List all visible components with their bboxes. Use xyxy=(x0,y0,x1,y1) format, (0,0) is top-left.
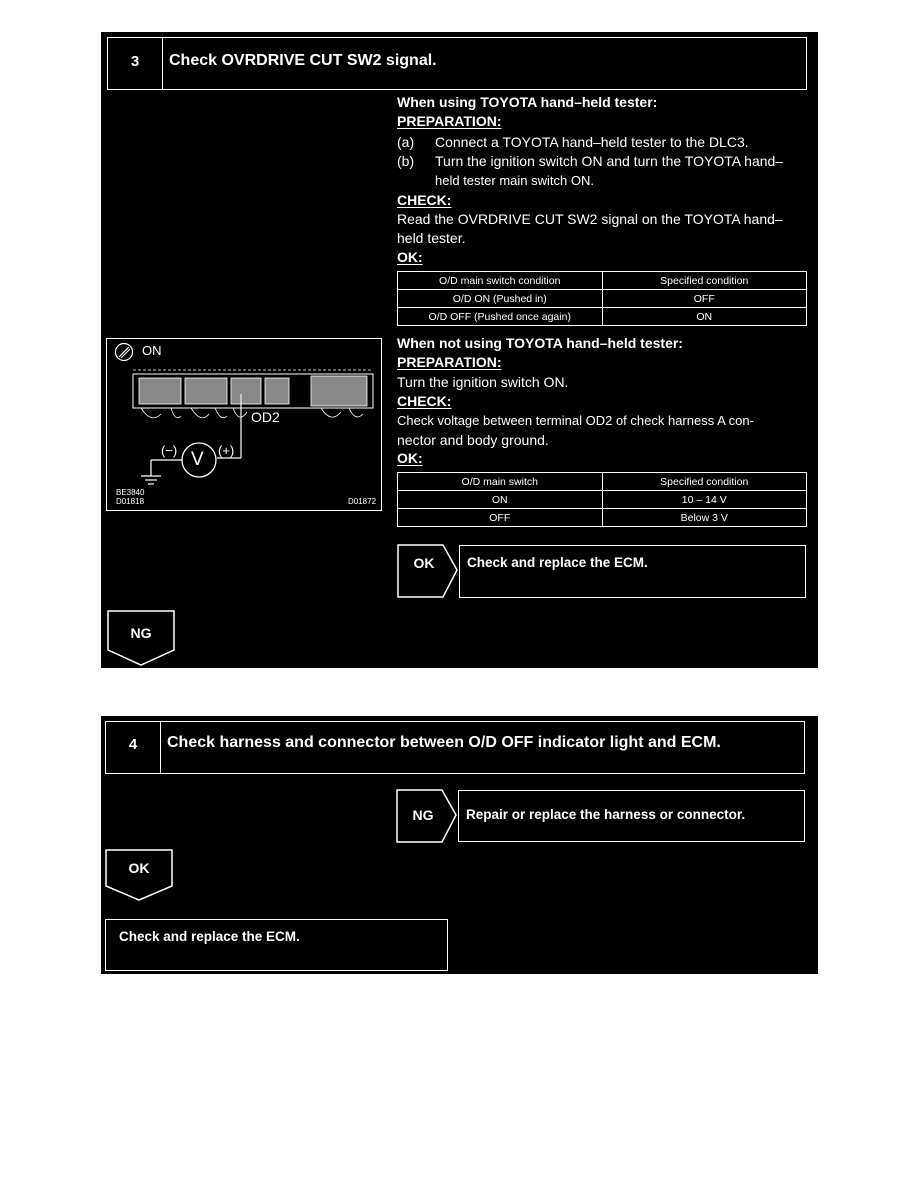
preparation-text: Turn the ignition switch ON. xyxy=(397,374,569,390)
table-cell: OFF xyxy=(602,290,807,308)
check-label: CHECK: xyxy=(397,192,452,208)
od2-terminal-label: OD2 xyxy=(251,409,280,425)
check-text-continued: nector and body ground. xyxy=(397,432,549,448)
preparation-label: PREPARATION: xyxy=(397,354,502,370)
final-action-box xyxy=(105,919,448,971)
ok-label: OK: xyxy=(397,450,423,466)
check-text-continued: held tester. xyxy=(397,230,466,246)
step-3-panel xyxy=(101,32,818,668)
step-text-continued: held tester main switch ON. xyxy=(435,173,594,188)
voltmeter-symbol: V xyxy=(191,449,204,470)
ignition-on-label: ON xyxy=(142,343,162,358)
table-cell: Below 3 V xyxy=(602,509,807,527)
ok-label: OK: xyxy=(397,249,423,265)
step-title: Check OVRDRIVE CUT SW2 signal. xyxy=(169,52,437,69)
table-header: O/D main switch condition xyxy=(398,272,603,290)
table-header-row xyxy=(398,272,807,290)
voltage-spec-table xyxy=(397,472,807,527)
table-row xyxy=(398,290,807,308)
ok-arrow-label: OK xyxy=(128,860,150,876)
table-header: Specified condition xyxy=(602,473,807,491)
table-cell: O/D ON (Pushed in) xyxy=(398,290,603,308)
ok-arrow-icon xyxy=(397,544,459,598)
table-cell: ON xyxy=(398,491,603,509)
step-text: Turn the ignition switch ON and turn the TOYOTA hand– xyxy=(435,153,784,169)
step-4-panel xyxy=(101,716,818,974)
table-header-row xyxy=(398,473,807,491)
ng-arrow-label: NG xyxy=(412,807,434,823)
minus-probe-label: (−) xyxy=(161,443,178,458)
ok-arrow-label: OK xyxy=(413,555,435,571)
step-marker: (b) xyxy=(397,153,415,169)
ok-result-text: Check and replace the ECM. xyxy=(467,555,648,570)
od2-leader-line xyxy=(239,392,254,417)
table-cell: 10 – 14 V xyxy=(602,491,807,509)
step-number: 3 xyxy=(130,53,140,70)
table-cell: OFF xyxy=(398,509,603,527)
ng-result-text: Repair or replace the harness or connector. xyxy=(466,807,746,822)
final-action-text: Check and replace the ECM. xyxy=(119,929,300,944)
step-title: Check harness and connector between O/D OFF indicator light and ECM. xyxy=(167,734,721,751)
reference-code: D01818 xyxy=(116,497,145,506)
ok-result-box xyxy=(459,545,806,598)
check-text: Read the OVRDRIVE CUT SW2 signal on the TOYOTA hand– xyxy=(397,211,783,227)
table-header: O/D main switch xyxy=(398,473,603,491)
preparation-label: PREPARATION: xyxy=(397,113,502,129)
step-text: Connect a TOYOTA hand–held tester to the DLC3. xyxy=(435,134,749,150)
table-row xyxy=(398,509,807,527)
without-tester-heading: When not using TOYOTA hand–held tester: xyxy=(397,335,683,351)
tester-spec-table xyxy=(397,271,807,326)
table-cell: ON xyxy=(602,308,807,326)
plus-probe-label: (+) xyxy=(218,443,235,458)
ignition-key-icon xyxy=(114,342,134,362)
reference-code: BE3840 xyxy=(116,488,145,497)
step-marker: (a) xyxy=(397,134,415,150)
table-row xyxy=(398,308,807,326)
check-label: CHECK: xyxy=(397,393,452,409)
table-header: Specified condition xyxy=(602,272,807,290)
ng-arrow-label: NG xyxy=(130,625,152,641)
table-cell: O/D OFF (Pushed once again) xyxy=(398,308,603,326)
check-text: Check voltage between terminal OD2 of check harness A con- xyxy=(397,413,754,428)
table-row xyxy=(398,491,807,509)
with-tester-heading: When using TOYOTA hand–held tester: xyxy=(397,94,658,110)
figure-code: D01872 xyxy=(348,497,377,506)
step-number: 4 xyxy=(128,736,138,753)
